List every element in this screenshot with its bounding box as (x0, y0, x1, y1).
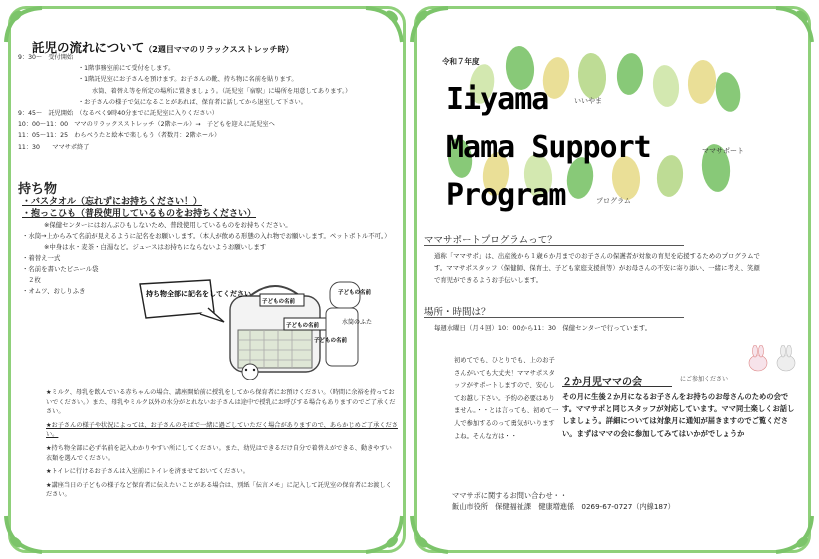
schedule-line: ・お子さんの様子で気になることがあれば、保育者に話してから退室して下さい。 (78, 98, 307, 106)
schedule-line: ・1階託児室にお子さんを預けます。お子さんの靴、持ち物に名前を貼ります。 (78, 76, 298, 84)
name-label-text: 子どもの名前 (338, 290, 372, 296)
section-divider (424, 245, 684, 246)
note-item: ★ミルク、母乳を飲んでいる赤ちゃんの場合、講座開始前に授乳をしてから保育者にお預けください。（時間に余裕を持っておいでください。）また、母乳やミルク以外の水分がとれないお子さんは途中で授乳にお呼びする場合もありますのでご了承ください。 (46, 389, 396, 416)
title-kana-2: ママサポート (702, 147, 744, 155)
item-carrier: ・抱っこひも（普段使用しているものをお持ちください） (22, 209, 257, 219)
note-item: ★持ち物全部に必ず名前を記入わかりやすい所にしてください。また、幼児はできるだけ自分で着替えができる、動きやすい衣類を選んでください。 (46, 444, 392, 462)
schedule-line: 11：05～11：25 わらべうたと絵本で楽しもう（者数月：2階ホール） (18, 132, 221, 140)
section-about-text: 通称「ママサポ」は、出産後から１歳６か月までのお子さんの保護者が対象の育児を応援するためのプログラムです。ママサポスタッフ（保健師、保育士、子ども家庭支援員等）がお母さんの不安に寄り添い、一緒に考え、笑顔で育児ができるようお手伝いします。 (434, 252, 760, 284)
schedule-line: ・1階事務室前にて受付をします。 (78, 65, 175, 73)
item-diapers: ・オムツ、おしりふき (22, 287, 86, 295)
two-month-invite-text: その月に生後２か月になるお子さんをお持ちのお母さんのための会です。ママサポと同じスタッフが対応しています。ママ同士楽しくお話ししましょう。詳細については対象月に通知が届きますのでご覧ください。まずはママの会に参加してみてはいかがでしょうか (562, 392, 795, 438)
schedule-line: 11：30 ママサポ終了 (18, 143, 90, 151)
belongings-illustration (138, 278, 388, 380)
section-place-heading: 場所・時間は？ (424, 307, 491, 318)
item-bags-count: ２枚 (28, 276, 41, 284)
two-month-underline (562, 386, 672, 387)
note-item: ★講座当日の子どもの様子など保育者に伝えたいことがある場合は、別紙「伝言メモ」に記入して託児室の保育者にお渡しください。 (46, 481, 392, 499)
item-note: ※中身は水・麦茶・白湯など。ジュースはお持ちにならないようお願いします (44, 243, 267, 251)
title-line-2: Mama Support (446, 130, 651, 165)
schedule-line: 10：00～11：00 ママのリラックスストレッチ（2階ホール）→ 子どもを迎えに託児室へ (18, 121, 275, 129)
two-month-subtext: にご参加ください (680, 376, 729, 383)
title-line-1: Iiyama (446, 82, 549, 117)
contact-block (452, 490, 712, 512)
title-line-3: Program (446, 178, 566, 213)
name-label-text: 子どもの名前 (314, 338, 348, 344)
encouragement-text: 初めてでも、ひとりでも、上のお子さんがいても大丈夫！ママサポスタッフがサポートしますので、安心してお越し下さい。予約の必要はありません。・・とは言っても、初めて一人で参加するのって勇気がいりますよね。そんな方は・・ (454, 357, 559, 440)
item-note: ※保健センターにはおんぶひもしないため、普段使用しているものをお持ちください。 (44, 221, 292, 229)
fiscal-year: 令和７年度 (442, 57, 480, 66)
name-label-text: 子どもの名前 (262, 299, 296, 305)
item-bottle: ・水筒→上からみて名前が見えるように記名をお願いします。（本人が飲める形態の入れ物でお願いします。ペットボトル不可。） (22, 232, 391, 240)
item-bags: ・名前を書いたビニール袋 (22, 265, 99, 273)
items-heading: 持ち物 (18, 182, 58, 197)
schedule-line: 9：45～ 託児開始 （なるべく9時40分までに託児室に入りください） (18, 110, 218, 118)
schedule-line: 9：30～ 受付開始 (18, 54, 74, 61)
section-divider (424, 317, 684, 318)
bubble-text: 持ち物全部に記名をしてください (146, 290, 251, 298)
note-item: ★お子さんの様子や状況によっては、お子さんのそばで一緒に過ごしていただく場合がありますので、あらかじめご了承ください。 (46, 421, 398, 439)
two-month-heading: ２か月児ママの会 (562, 377, 642, 388)
section-about-heading: ママサポートプログラムって？ (424, 235, 557, 246)
right-column (424, 0, 804, 559)
item-clothes: ・着替え一式 (22, 254, 61, 262)
lid-label: 水筒のふた (342, 319, 373, 326)
schedule-line: 水筒、着替え等を所定の場所に置きましょう。（託児室「宿駅」に場所を用意してあります。） (92, 87, 352, 95)
title-text: 託児の流れについて (32, 40, 145, 55)
left-column (18, 0, 400, 559)
title-kana-1: いいやま (574, 97, 602, 105)
note-item: ★トイレに行けるお子さんは入室前にトイレを済ませておいてください。 (46, 468, 249, 476)
section-place-text: 毎週水曜日（月４回）10：00から11：30 保健センターで行っています。 (434, 324, 652, 332)
contact-detail: 飯山市役所 保健福祉課 健康増進係 0269-67-0727（内線187） (452, 502, 675, 511)
notes-list (46, 388, 398, 504)
schedule-list (18, 52, 400, 153)
title-kana-3: プログラム (596, 197, 631, 205)
bunnies-icon (744, 345, 802, 373)
name-label-text: 子どもの名前 (286, 323, 320, 329)
item-towel: ・バスタオル（忘れずにお持ちください！） (22, 197, 203, 207)
title-note: （2週目ママのリラックスストレッチ時） (144, 45, 294, 54)
contact-intro: ママサポに関するお問い合わせ・・ (452, 491, 568, 500)
